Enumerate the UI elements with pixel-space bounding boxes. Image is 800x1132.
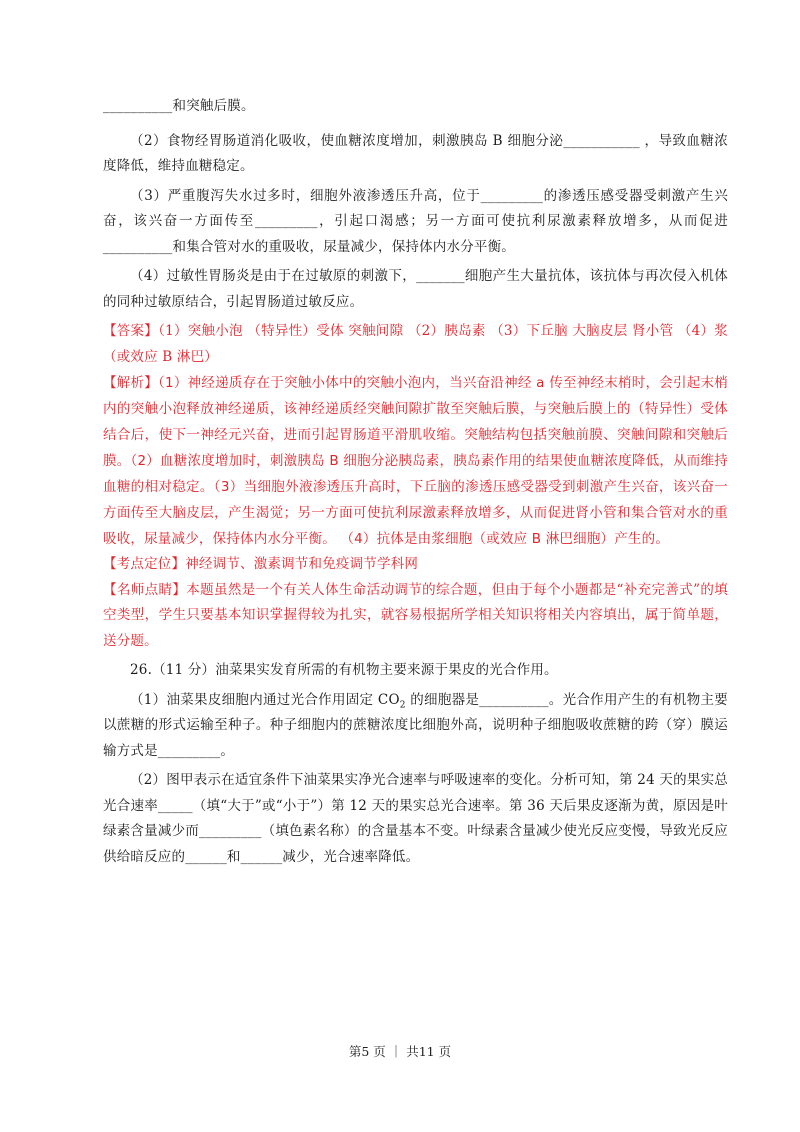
- kaodian-block: [103, 552, 728, 578]
- answer-block: [103, 319, 728, 370]
- question-25-part-4: （4）过敏性胃肠炎是由于在过敏原的刺激下，_______细胞产生大量抗体，该抗体与再次侵入机体的同种过敏原结合，引起胃肠道过敏反应。: [103, 268, 728, 310]
- co2-subscript: 2: [399, 700, 406, 711]
- q26-1-text-b: 的细胞器是__________。光合作用产生的有机物主要以蔗糖的形式运输至种子。种子细胞内的蔗糖浓度比细胞外高，说明种子细胞吸收蔗糖的跨（穿）膜运输方式是_________。: [103, 691, 729, 759]
- question-25-part-3: （3）严重腹泻失水过多时，细胞外液渗透压升高，位于_________的渗透压感受器受刺激产生兴奋，该兴奋一方面传至_________，引起口渴感；另一方面可使抗利尿激素释放增多，从而促进__________和集合管对水的重吸收，尿量减少，保持体内水分平衡。: [103, 187, 728, 255]
- kaodian-text: 神经调节、激素调节和免疫调节学科网: [185, 556, 419, 572]
- kaodian-tag: 【考点定位】: [103, 556, 186, 572]
- mingshi-tag: 【名师点睛】: [103, 581, 187, 598]
- mingshi-block: [103, 578, 728, 655]
- answer-tag: 【答案】: [103, 323, 159, 339]
- question-25-part-2: （2）食物经胃肠道消化吸收，使血糖浓度增加，刺激胰岛 B 细胞分泌___________ ，导致血糖浓度降低，维持血糖稳定。: [103, 132, 728, 174]
- analysis-tag: 【解析】: [103, 375, 159, 391]
- answer-text: （1）突触小泡 （特异性）受体 突触间隙 （2）胰岛素 （3）下丘脑 大脑皮层 肾小管 （4）浆（或效应 B 淋巴）: [103, 323, 728, 365]
- mingshi-text: 本题虽然是一个有关人体生命活动调节的综合题，但由于每个小题都是“补充完善式”的填空类型，学生只要基本知识掌握得较为扎实，就容易根据所学相关知识将相关内容填出，属于简单题，送分题。: [103, 581, 728, 649]
- question-26-part-2: （2）图甲表示在适宜条件下油菜果实净光合速率与呼吸速率的变化。分析可知，第 24 天的果实总光合速率_____（填“大于”或“小于”）第 12 天的果实总光合速率。第 36 天后果皮逐渐为黄，原因是叶绿素含量减少而_________（填色素名称）的含量基本不变。叶绿素含量减少使光反应变慢，导致光反应供给暗反应的______和______减少，光合速率降低。: [103, 772, 728, 865]
- page-footer: 第5 页 ｜ 共11 页: [348, 1044, 452, 1059]
- question-26-title: 26.（11 分）油菜果实发育所需的有机物主要来源于果皮的光合作用。: [130, 662, 558, 678]
- analysis-block: [103, 370, 728, 552]
- document-body: [103, 94, 728, 870]
- continuation-line: __________和突触后膜。: [103, 98, 255, 114]
- q26-1-text-a: （1）油菜果皮细胞内通过光合作用固定 CO: [130, 691, 400, 708]
- analysis-text: （1）神经递质存在于突触小体中的突触小泡内，当兴奋沿神经 a 传至神经末梢时，会引起末梢内的突触小泡释放神经递质，该神经递质经突触间隙扩散至突触后膜，与突触后膜上的（特异性）受体结合后，使下一神经元兴奋，进而引起胃肠道平滑肌收缩。突触结构包括突触前膜、突触间隙和突触后膜。（2）血糖浓度增加时，刺激胰岛 B 细胞分泌胰岛素，胰岛素作用的结果使血糖浓度降低，从而维持血糖的相对稳定。（3）当细胞外液渗透压升高时，下丘脑的渗透压感受器受到刺激产生兴奋，该兴奋一方面传至大脑皮层，产生渴觉；另一方面可使抗利尿激素释放增多，从而促进肾小管和集合管对水的重吸收，尿量减少，保持体内水分平衡。 （4）抗体是由浆细胞（或效应 B 淋巴细胞）产生的。: [103, 375, 728, 547]
- question-26-part-1: [103, 688, 728, 765]
